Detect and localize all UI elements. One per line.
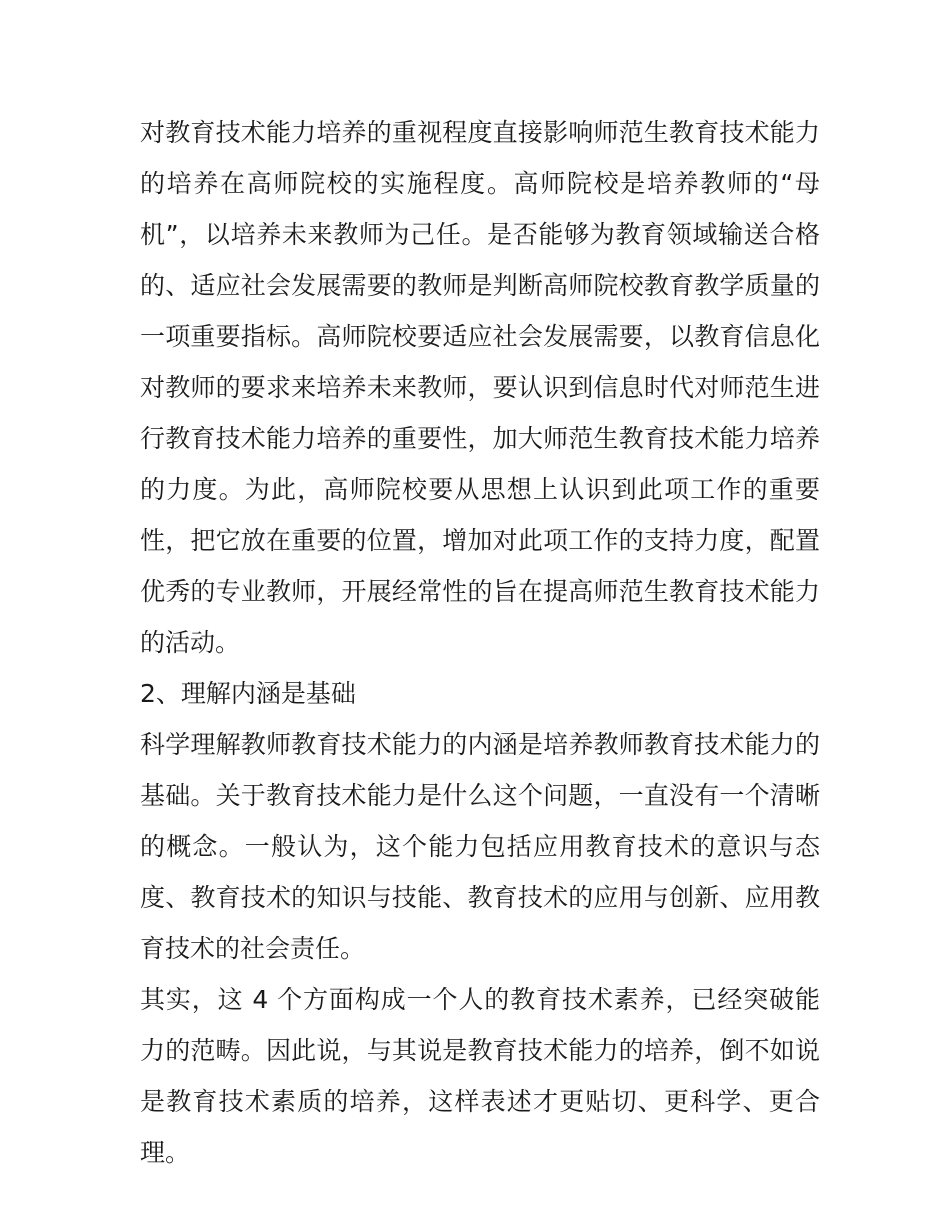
paragraph-connotation: 科学理解教师教育技术能力的内涵是培养教师教育技术能力的基础。关于教育技术能力是什么这个问题，一直没有一个清晰的概念。一般认为，这个能力包括应用教育技术的意识与态度、教育技术的知识与技能、教育技术的应用与创新、应用教育技术的社会责任。: [140, 730, 820, 963]
paragraph-literacy: 其实，这 4 个方面构成一个人的教育技术素养，已经突破能力的范畴。因此说，与其说是教育技术能力的培养，倒不如说是教育技术素质的培养，这样表述才更贴切、更科学、更合理。: [140, 985, 820, 1167]
section-heading-understanding: 2、理解内涵是基础: [140, 679, 356, 708]
document-body: [140, 107, 820, 1178]
paragraph-importance: 对教育技术能力培养的重视程度直接影响师范生教育技术能力的培养在高师院校的实施程度。高师院校是培养教师的“母机”，以培养未来教师为己任。是否能够为教育领域输送合格的、适应社会发展需要的教师是判断高师院校教育教学质量的一项重要指标。高师院校要适应社会发展需要，以教育信息化对教师的要求来培养未来教师，要认识到信息时代对师范生进行教育技术能力培养的重要性，加大师范生教育技术能力培养的力度。为此，高师院校要从思想上认识到此项工作的重要性，把它放在重要的位置，增加对此项工作的支持力度，配置优秀的专业教师，开展经常性的旨在提高师范生教育技术能力的活动。: [140, 118, 820, 657]
